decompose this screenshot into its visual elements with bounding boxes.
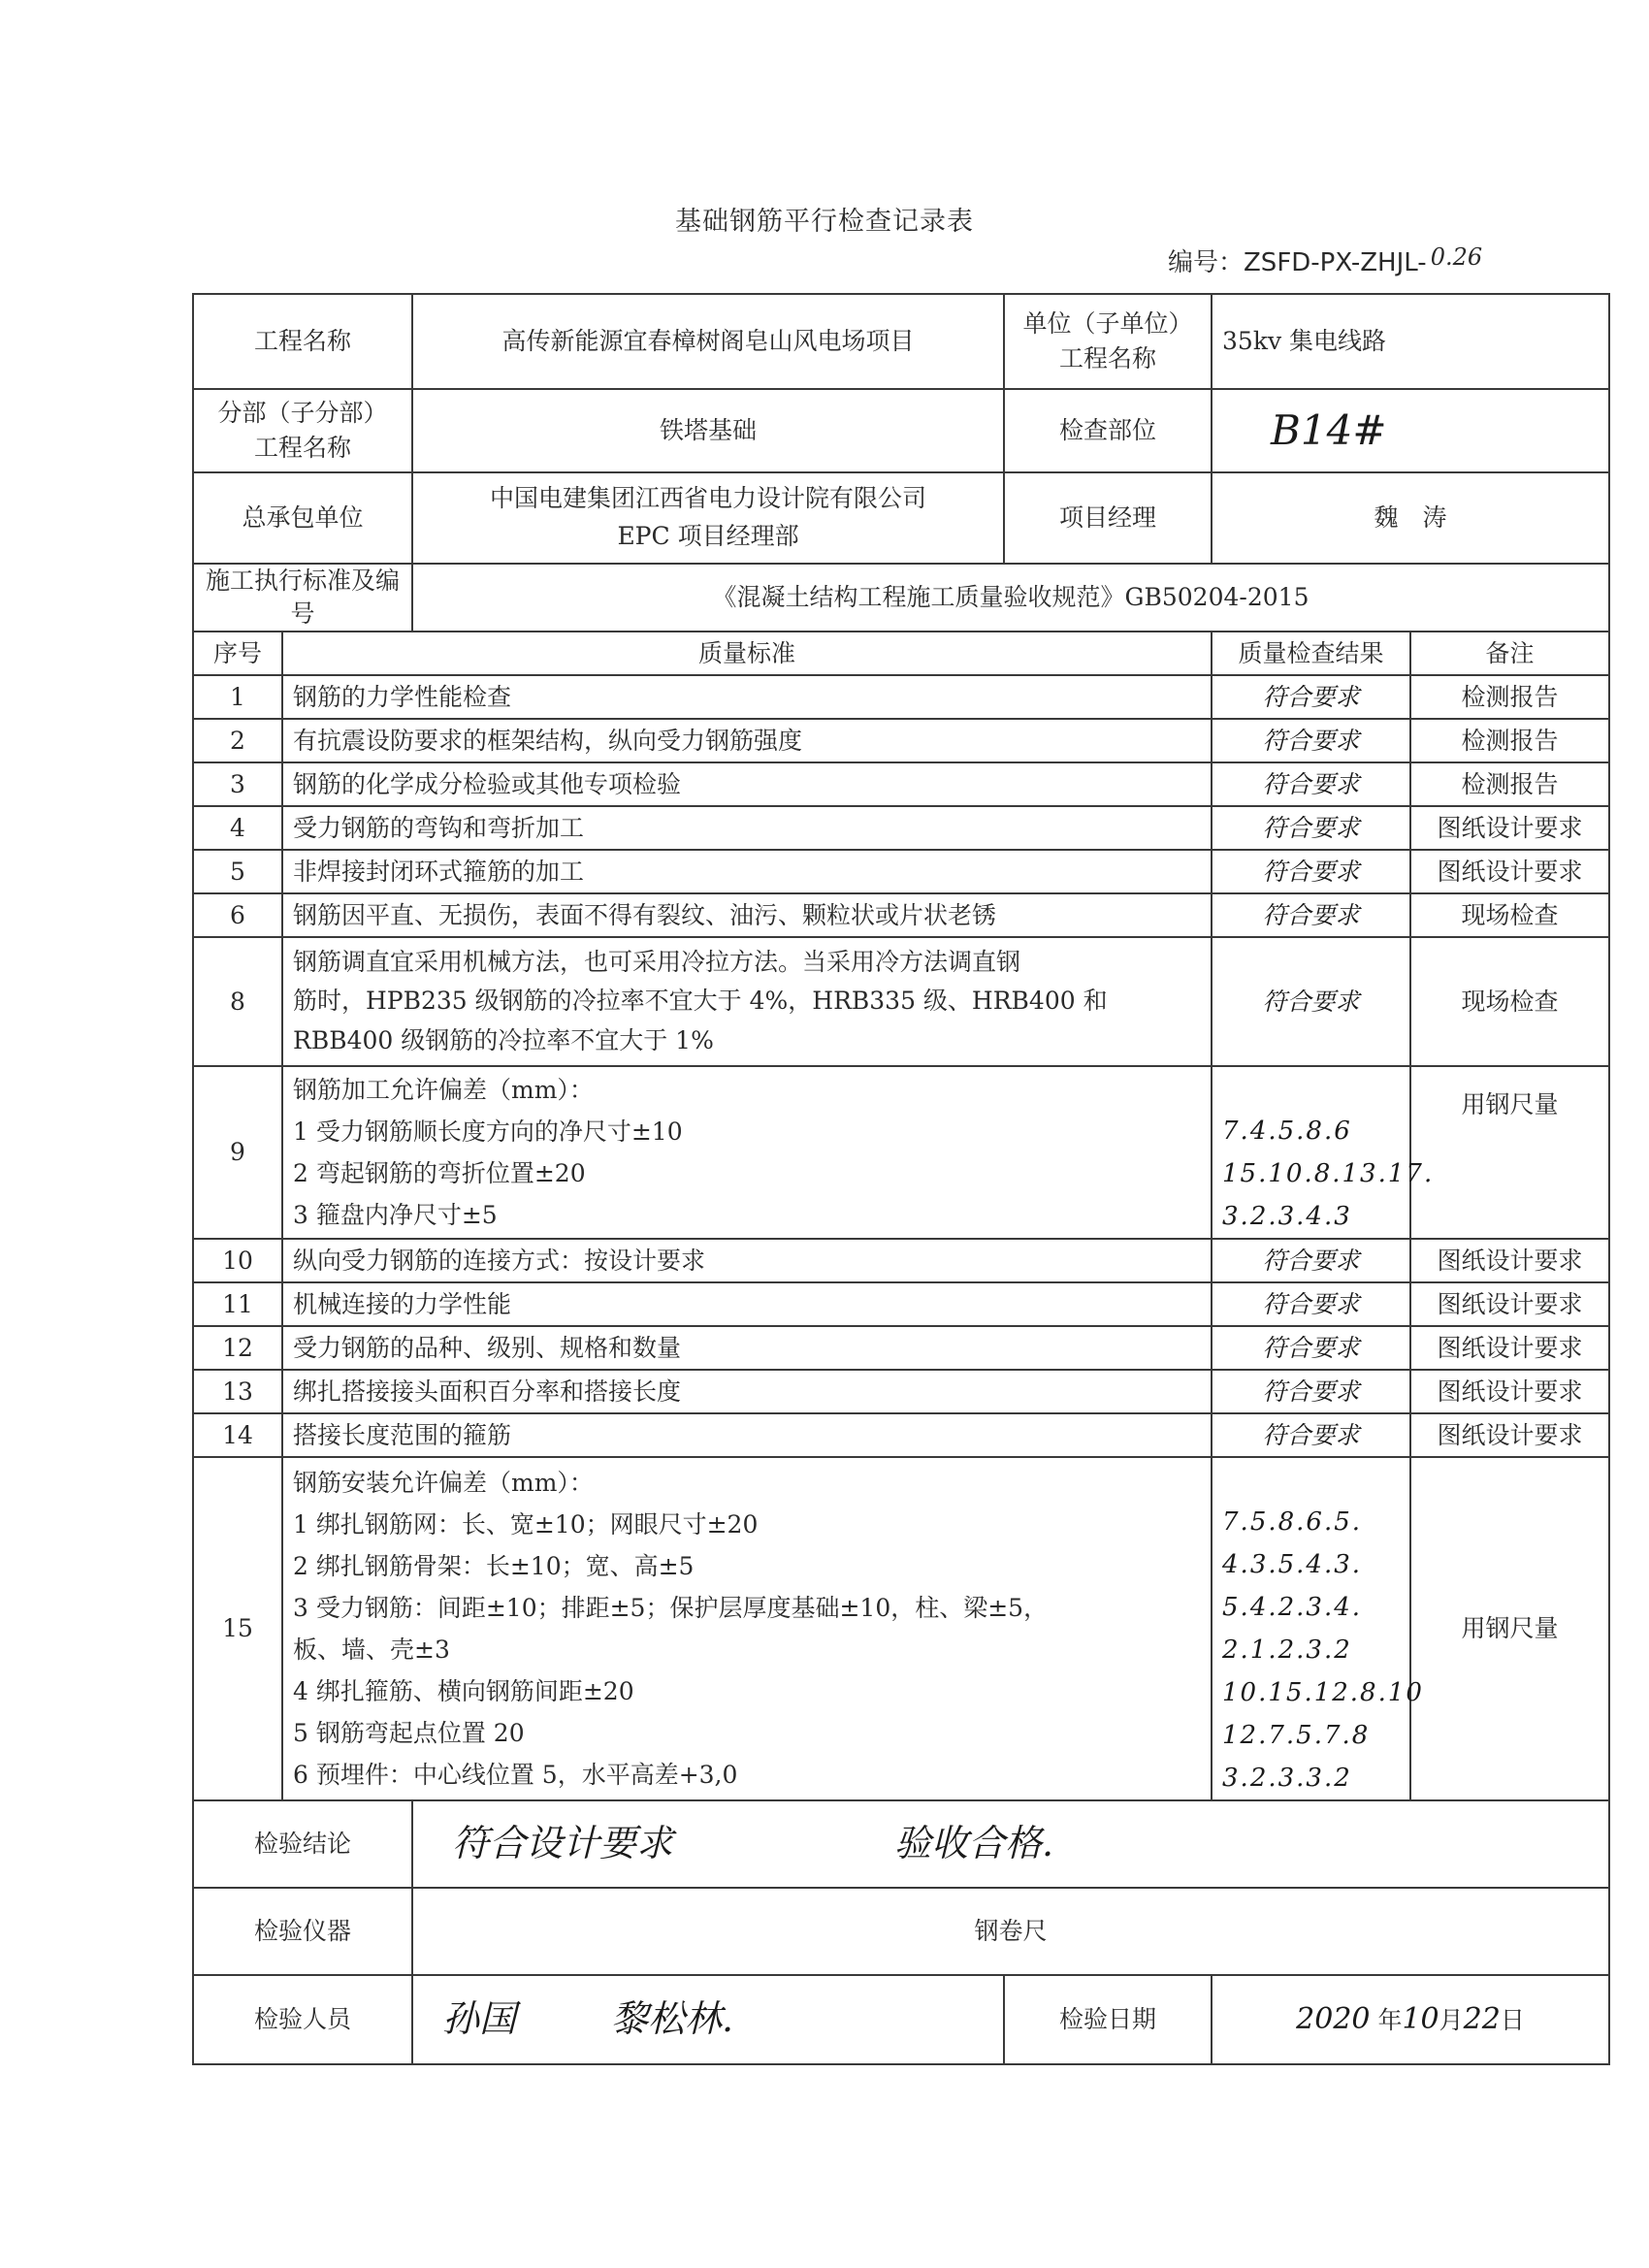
table-row (193, 1282, 1609, 1326)
result-value: 2.1.2.3.2 (1222, 1636, 1352, 1665)
result-value: 7.5.8.6.5. (1222, 1507, 1363, 1537)
row-standard-line: 板、墙、壳±3 (293, 1636, 450, 1664)
row-standard-line: 6 预埋件：中心线位置 5，水平高差+3,0 (293, 1761, 738, 1789)
row-no: 14 (193, 1413, 282, 1457)
row-no: 8 (193, 937, 282, 1066)
table-row (193, 1457, 1609, 1800)
row-standard: 受力钢筋的品种、级别、规格和数量 (282, 1326, 1212, 1370)
date-year-unit: 年 (1377, 2005, 1403, 2034)
inspector-signature-1: 孙国 (442, 1997, 517, 2041)
conclusion-label: 检验结论 (193, 1800, 412, 1888)
date-value (1212, 1975, 1609, 2064)
unit-name-label-line1: 单位（子单位） (1022, 308, 1193, 338)
row-standard (282, 1066, 1212, 1239)
standard-value: 《混凝土结构工程施工质量验收规范》GB50204-2015 (412, 564, 1609, 632)
table-row (193, 1066, 1609, 1239)
row-remark: 现场检查 (1410, 937, 1609, 1066)
inspector-signature-2: 黎松林. (610, 1997, 734, 2041)
row-standard-line: 钢筋加工允许偏差（mm）： (293, 1076, 594, 1104)
project-name: 高传新能源宜春樟树阁皂山风电场项目 (412, 294, 1004, 389)
column-header-standard: 质量标准 (282, 632, 1212, 675)
table-row (193, 893, 1609, 937)
date-year: 2020 (1296, 2001, 1371, 2036)
row-remark: 检测报告 (1410, 762, 1609, 806)
row-result-values (1212, 1066, 1435, 1239)
table-row (193, 1413, 1609, 1457)
column-header-result: 质量检查结果 (1212, 632, 1410, 675)
row-no: 1 (193, 675, 282, 719)
row-no: 11 (193, 1282, 282, 1326)
row-standard-line: 4 绑扎箍筋、横向钢筋间距±20 (293, 1677, 634, 1705)
header-row-contractor (193, 472, 1609, 564)
column-header-row (193, 632, 1609, 675)
inspector-label: 检验人员 (193, 1975, 412, 2064)
row-standard: 机械连接的力学性能 (282, 1282, 1212, 1326)
table-row (193, 675, 1609, 719)
result-value-blank (1222, 1067, 1400, 1110)
date-label: 检验日期 (1004, 1975, 1212, 2064)
row-standard: 钢筋的力学性能检查 (282, 675, 1212, 719)
row-standard: 有抗震设防要求的框架结构，纵向受力钢筋强度 (282, 719, 1212, 762)
division-label-line2: 工程名称 (254, 434, 352, 462)
row-remark: 图纸设计要求 (1410, 806, 1609, 850)
document-number-handwritten: 0.26 (1430, 243, 1483, 271)
table-row (193, 806, 1609, 850)
table-row (193, 762, 1609, 806)
inspector-signatures (412, 1975, 1004, 2064)
row-standard: 搭接长度范围的箍筋 (282, 1413, 1212, 1457)
header-row-standard (193, 564, 1609, 632)
standard-label: 施工执行标准及编号 (193, 564, 412, 632)
division-label-line1: 分部（子分部） (217, 398, 388, 427)
table-row (193, 1326, 1609, 1370)
row-remark: 图纸设计要求 (1410, 1239, 1609, 1282)
row-no: 9 (193, 1066, 282, 1239)
row-result-handwritten: 符合要求 (1212, 850, 1410, 893)
row-no: 5 (193, 850, 282, 893)
row-result-handwritten: 符合要求 (1212, 719, 1410, 762)
result-value: 4.3.5.4.3. (1222, 1550, 1363, 1579)
date-month: 10 (1402, 2001, 1439, 2036)
table-row (193, 850, 1609, 893)
instrument-row (193, 1888, 1609, 1975)
result-value: 7.4.5.8.6 (1222, 1117, 1352, 1146)
row-standard-line: 1 受力钢筋顺长度方向的净尺寸±10 (293, 1118, 683, 1146)
instrument-label: 检验仪器 (193, 1888, 412, 1975)
row-no: 13 (193, 1370, 282, 1413)
row-remark: 图纸设计要求 (1410, 850, 1609, 893)
conclusion-row (193, 1800, 1609, 1888)
project-name-label: 工程名称 (193, 294, 412, 389)
row-standard: 非焊接封闭环式箍筋的加工 (282, 850, 1212, 893)
row-remark: 用钢尺量 (1410, 1457, 1609, 1800)
contractor-name (412, 472, 1004, 564)
result-value: 3.2.3.4.3 (1222, 1202, 1352, 1231)
manager-label: 项目经理 (1004, 472, 1212, 564)
row-result-handwritten: 符合要求 (1212, 1239, 1410, 1282)
contractor-name-line1: 中国电建集团江西省电力设计院有限公司 (490, 484, 927, 513)
row-no: 15 (193, 1457, 282, 1800)
row-remark: 检测报告 (1410, 675, 1609, 719)
table-row (193, 1370, 1609, 1413)
unit-name: 35kv 集电线路 (1212, 294, 1609, 389)
row-result-handwritten: 符合要求 (1212, 893, 1410, 937)
column-header-remark: 备注 (1410, 632, 1609, 675)
document-number (1168, 243, 1482, 278)
header-row-project (193, 294, 1609, 389)
row-result-handwritten: 符合要求 (1212, 1370, 1410, 1413)
row-no: 4 (193, 806, 282, 850)
row-standard-line: 3 受力钢筋：间距±10；排距±5；保护层厚度基础±10，柱、梁±5， (293, 1594, 1049, 1622)
row-standard-line: 钢筋安装允许偏差（mm）： (293, 1469, 594, 1497)
row-standard: 钢筋因平直、无损伤，表面不得有裂纹、油污、颗粒状或片状老锈 (282, 893, 1212, 937)
header-row-division (193, 389, 1609, 472)
row-standard-line: 3 箍盘内净尺寸±5 (293, 1201, 498, 1229)
row-standard: 钢筋的化学成分检验或其他专项检验 (282, 762, 1212, 806)
row-no: 3 (193, 762, 282, 806)
inspect-part-label: 检查部位 (1004, 389, 1212, 472)
conclusion-handwritten-1: 符合设计要求 (452, 1822, 674, 1865)
result-value: 10.15.12.8.10 (1222, 1678, 1424, 1707)
unit-name-label (1004, 294, 1212, 389)
row-no: 2 (193, 719, 282, 762)
conclusion-handwritten-2: 验收合格. (893, 1822, 1054, 1865)
result-value-blank (1222, 1458, 1400, 1501)
row-standard: 受力钢筋的弯钩和弯折加工 (282, 806, 1212, 850)
division-label (193, 389, 412, 472)
row-no: 10 (193, 1239, 282, 1282)
inspect-part (1212, 389, 1609, 472)
row-remark: 图纸设计要求 (1410, 1326, 1609, 1370)
row-standard-line: 5 钢筋弯起点位置 20 (293, 1719, 525, 1747)
row-result-handwritten: 符合要求 (1212, 1413, 1410, 1457)
date-day-unit: 日 (1500, 2005, 1525, 2034)
row-standard-line: 2 弯起钢筋的弯折位置±20 (293, 1159, 586, 1187)
row-standard: 纵向受力钢筋的连接方式：按设计要求 (282, 1239, 1212, 1282)
result-value: 12.7.5.7.8 (1222, 1721, 1371, 1750)
document-number-label: 编号：ZSFD-PX-ZHJL- (1168, 248, 1427, 277)
table-row (193, 937, 1609, 1066)
row-standard-line: RBB400 级钢筋的冷拉率不宜大于 1% (293, 1025, 714, 1054)
row-standard-line: 钢筋调直宜采用机械方法，也可采用冷拉方法。当采用冷方法调直钢 (293, 947, 1021, 976)
row-remark: 图纸设计要求 (1410, 1413, 1609, 1457)
document-title: 基础钢筋平行检查记录表 (675, 207, 974, 237)
result-value: 5.4.2.3.4. (1222, 1593, 1363, 1622)
row-standard (282, 937, 1212, 1066)
row-remark: 用钢尺量 (1410, 1066, 1609, 1239)
unit-name-label-line2: 工程名称 (1059, 344, 1157, 373)
row-remark: 检测报告 (1410, 719, 1609, 762)
contractor-name-line2: EPC 项目经理部 (617, 522, 799, 550)
row-no: 12 (193, 1326, 282, 1370)
row-remark: 图纸设计要求 (1410, 1370, 1609, 1413)
conclusion-value (412, 1800, 1609, 1888)
contractor-label: 总承包单位 (193, 472, 412, 564)
inspect-part-handwritten: B14# (1271, 406, 1387, 455)
row-standard-line: 2 绑扎钢筋骨架：长±10；宽、高±5 (293, 1552, 695, 1580)
row-standard-line: 筋时，HPB235 级钢筋的冷拉率不宜大于 4%，HRB335 级、HRB400 和 (293, 987, 1108, 1016)
row-result-values (1212, 1457, 1424, 1800)
table-row (193, 719, 1609, 762)
row-result-handwritten: 符合要求 (1212, 937, 1410, 1066)
row-result-handwritten: 符合要求 (1212, 1282, 1410, 1326)
row-remark: 图纸设计要求 (1410, 1282, 1609, 1326)
row-standard: 绑扎搭接接头面积百分率和搭接长度 (282, 1370, 1212, 1413)
row-result-handwritten: 符合要求 (1212, 806, 1410, 850)
row-remark: 现场检查 (1410, 893, 1609, 937)
table-row (193, 1239, 1609, 1282)
row-standard (282, 1457, 1212, 1800)
row-standard-line: 1 绑扎钢筋网：长、宽±10；网眼尺寸±20 (293, 1510, 759, 1539)
row-no: 6 (193, 893, 282, 937)
column-header-no: 序号 (193, 632, 282, 675)
row-result-handwritten: 符合要求 (1212, 675, 1410, 719)
inspection-record-table (192, 293, 1610, 2065)
result-value: 3.2.3.3.2 (1222, 1764, 1352, 1793)
instrument-value: 钢卷尺 (412, 1888, 1609, 1975)
division-name: 铁塔基础 (412, 389, 1004, 472)
inspector-row (193, 1975, 1609, 2064)
result-value: 15.10.8.13.17. (1222, 1159, 1435, 1188)
manager-name: 魏 涛 (1212, 472, 1609, 564)
date-day: 22 (1463, 2001, 1501, 2036)
row-result-handwritten: 符合要求 (1212, 1326, 1410, 1370)
date-month-unit: 月 (1439, 2005, 1464, 2034)
row-result-handwritten: 符合要求 (1212, 762, 1410, 806)
